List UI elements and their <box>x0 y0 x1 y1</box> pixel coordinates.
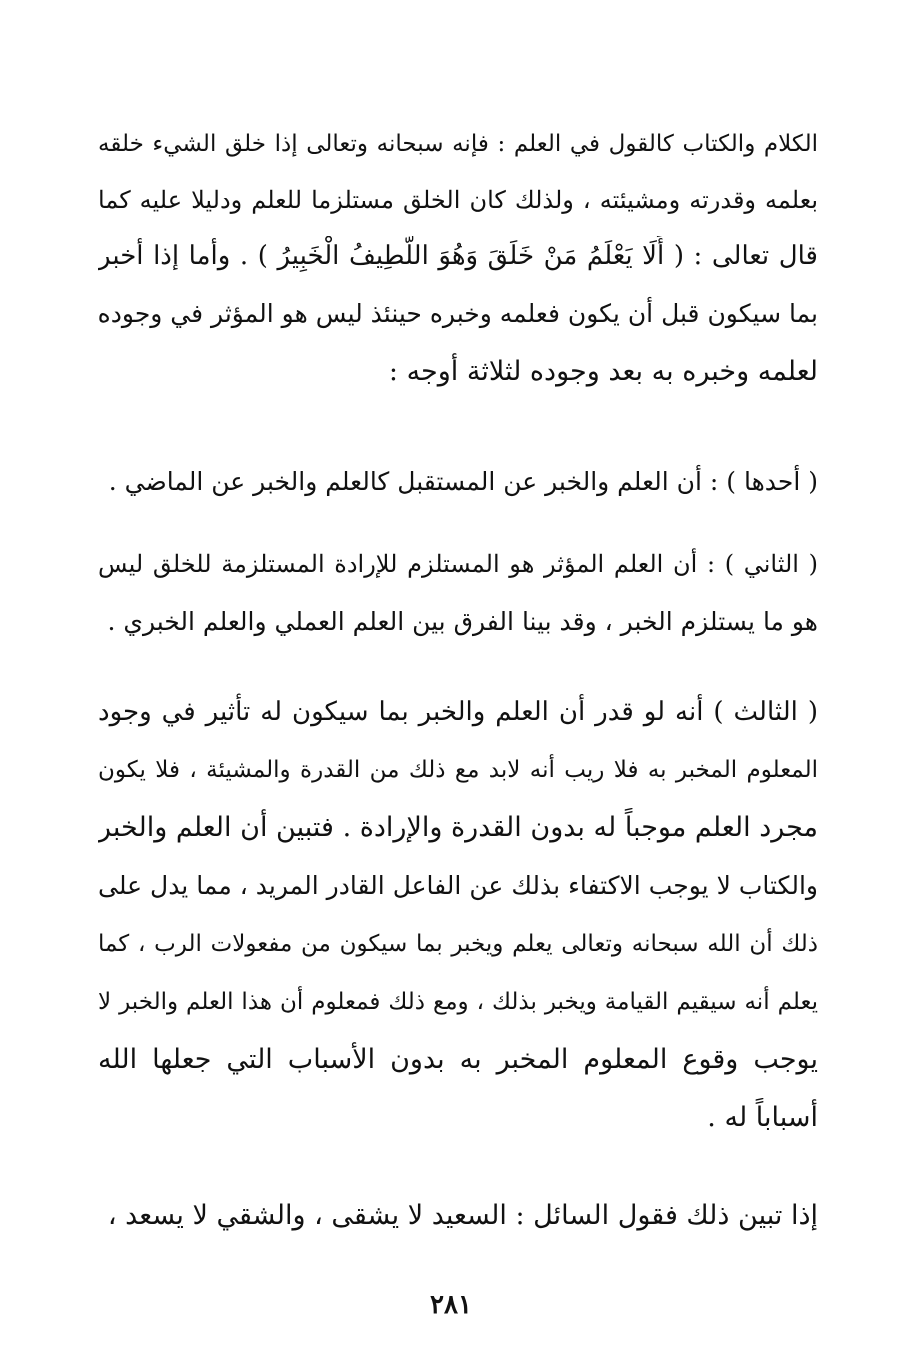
text-line: والكتاب لا يوجب الاكتفاء بذلك عن الفاعل القادر المريد ، مما يدل على <box>98 871 818 900</box>
text-line: هو ما يستلزم الخبر ، وقد بينا الفرق بين العلم العملي والعلم الخبري . <box>107 607 818 636</box>
text-line: يوجب وقوع المعلوم المخبر به بدون الأسباب التي جعلها الله <box>98 1044 818 1075</box>
text-line: الكلام والكتاب كالقول في العلم : فإنه سبحانه وتعالى إذا خلق الشيء خلقه <box>98 131 818 157</box>
text-line: بما سيكون قبل أن يكون فعلمه وخبره حينئذ ليس هو المؤثر في وجوده <box>98 299 818 328</box>
text-line: إذا تبين ذلك فقول السائل : السعيد لا يشقى ، والشقي لا يسعد ، <box>107 1200 818 1231</box>
point-two-line: ( الثاني ) : أن العلم المؤثر هو المستلزم للإرادة المستلزمة للخلق ليس <box>98 550 818 578</box>
point-three-line: ( الثالث ) أنه لو قدر أن العلم والخبر بما سيكون له تأثير في وجود <box>98 697 818 727</box>
page-number: ٢٨١ <box>430 1290 472 1320</box>
text-line: لعلمه وخبره به بعد وجوده لثلاثة أوجه : <box>388 356 818 387</box>
text-line: أسباباً له . <box>707 1102 818 1133</box>
text-line: المعلوم المخبر به فلا ريب أنه لابد مع ذلك من القدرة والمشيئة ، فلا يكون <box>98 757 818 783</box>
text-line: مجرد العلم موجباً له بدون القدرة والإرادة . فتبين أن العلم والخبر <box>98 812 818 843</box>
text-line: ذلك أن الله سبحانه وتعالى يعلم ويخبر بما سيكون من مفعولات الرب ، كما <box>98 931 818 957</box>
text-line: بعلمه وقدرته ومشيئته ، ولذلك كان الخلق مستلزما للعلم ودليلا عليه كما <box>98 186 818 214</box>
point-one-line: ( أحدها ) : أن العلم والخبر عن المستقبل كالعلم والخبر عن الماضي . <box>108 467 818 496</box>
quran-verse-line: قال تعالى : ( أَلَا يَعْلَمُ مَنْ خَلَقَ وَهُوَ اللَّطِيفُ الْخَبِيرُ ) . وأما إذا أخبر <box>98 241 818 271</box>
text-line: يعلم أنه سيقيم القيامة ويخبر بذلك ، ومع ذلك فمعلوم أن هذا العلم والخبر لا <box>98 989 818 1015</box>
